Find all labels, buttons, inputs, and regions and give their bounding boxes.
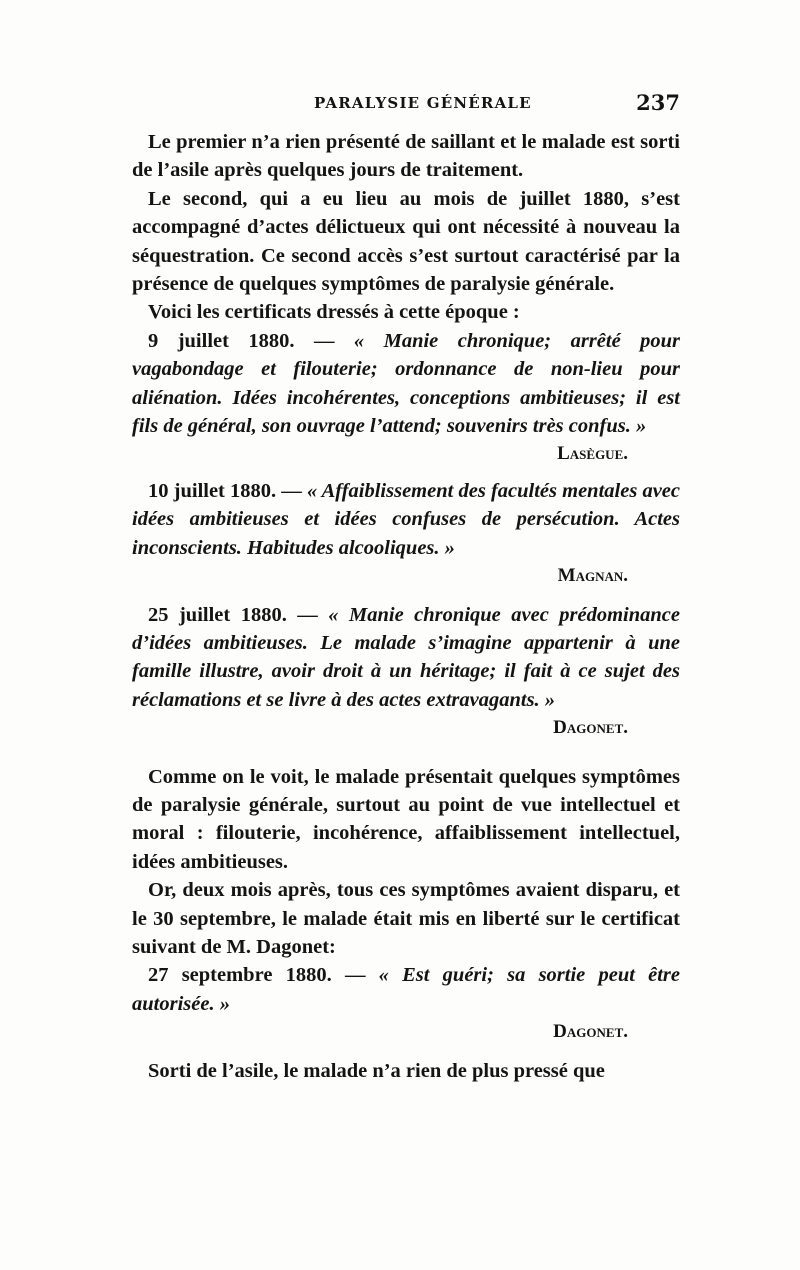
certificate-3-date: 25 juillet 1880. — bbox=[148, 603, 329, 626]
certificate-3 bbox=[132, 601, 680, 715]
certificate-2 bbox=[132, 477, 680, 562]
certificate-1-date: 9 juillet 1880. — bbox=[148, 329, 354, 352]
certificate-2-text: « Affaiblissement des facultés mentales avec idées ambitieuses et idées confuses de persécution. Actes inconscients. Habitudes alcooliques. » bbox=[132, 479, 680, 559]
certificate-4 bbox=[132, 961, 680, 1018]
certificate-1-signature: Lasègue. bbox=[557, 443, 628, 465]
page-number: 237 bbox=[636, 90, 680, 115]
paragraph-after-release: Sorti de l’asile, le malade n’a rien de plus pressé que bbox=[148, 1059, 605, 1082]
certificate-2-date: 10 juillet 1880. — bbox=[148, 479, 307, 502]
certificate-4-text: « Est guéri; sa sortie peut être autorisée. » bbox=[132, 964, 680, 1015]
certificate-2-signature: Magnan. bbox=[557, 565, 628, 587]
certificate-3-signature: Dagonet. bbox=[553, 717, 628, 739]
running-title: PARALYSIE GÉNÉRALE bbox=[314, 94, 532, 112]
certificate-1 bbox=[132, 327, 680, 441]
certificate-4-date: 27 septembre 1880. — bbox=[148, 964, 379, 987]
body-text bbox=[132, 128, 680, 1085]
page-header bbox=[132, 90, 680, 118]
paragraph-first-access: Le premier n’a rien présenté de saillant et le malade est sorti de l’asile après quelques jours de traitement. bbox=[132, 131, 680, 182]
certificate-1-text: « Manie chronique; arrêté pour vagabondage et filouterie; ordonnance de non-lieu pour aliénation. Idées incohérentes, conceptions ambitieuses; il est fils de général, son ouvrage l’attend; souvenirs très confus. » bbox=[132, 329, 680, 438]
paragraph-second-access: Le second, qui a eu lieu au mois de juillet 1880, s’est accompagné d’actes délictueux qui ont nécessité à nouveau la séquestration. Ce second accès s’est surtout caractérisé par la présence de quelques symptômes de paralysie générale. bbox=[132, 187, 680, 296]
certificate-4-signature: Dagonet. bbox=[553, 1021, 628, 1043]
paragraph-release: Or, deux mois après, tous ces symptômes avaient disparu, et le 30 septembre, le malade était mis en liberté sur le certificat suivant de M. Dagonet: bbox=[132, 879, 680, 958]
paragraph-symptoms: Comme on le voit, le malade présentait quelques symptômes de paralysie générale, surtout au point de vue intellectuel et moral : filouterie, incohérence, affaiblissement intellectuel, idées ambitieuses. bbox=[132, 765, 680, 873]
certificate-3-text: « Manie chronique avec prédominance d’idées ambitieuses. Le malade s’imagine appartenir à une famille illustre, avoir droit à un héritage; il fait à ce sujet des réclamations et se livre à des actes extravagants. » bbox=[132, 603, 680, 711]
paragraph-certificates-intro: Voici les certificats dressés à cette époque : bbox=[148, 301, 520, 324]
